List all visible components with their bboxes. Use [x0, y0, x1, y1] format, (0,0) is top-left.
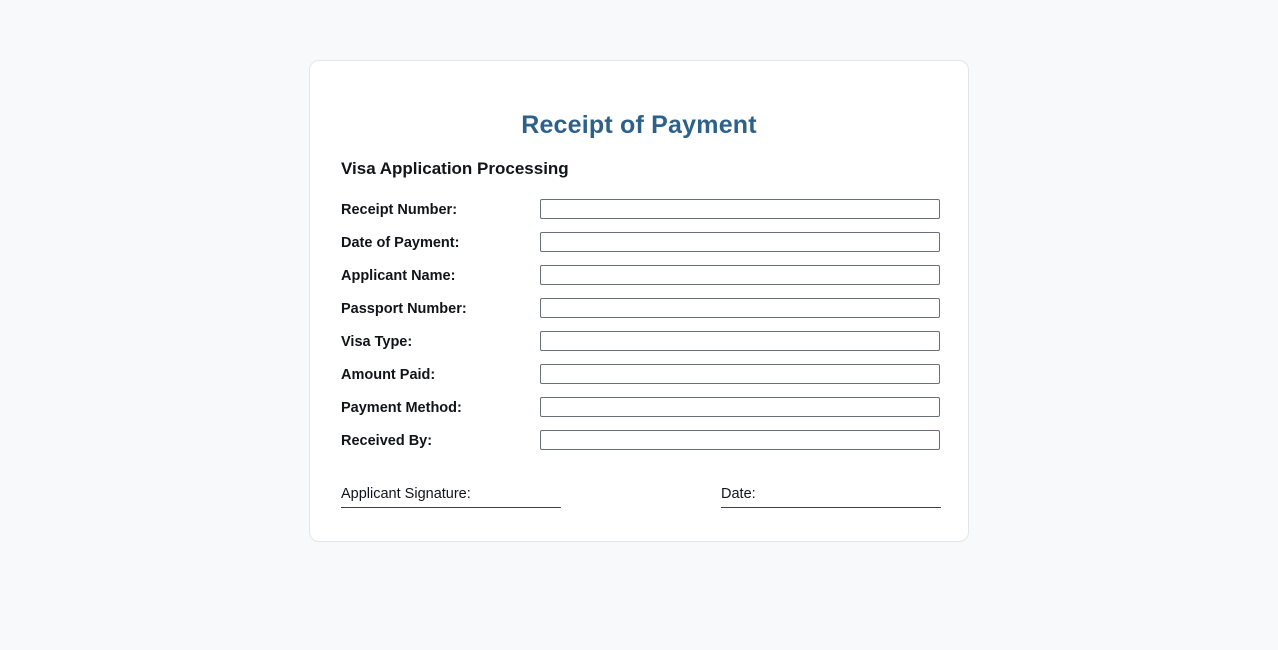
- received-by-input[interactable]: [540, 430, 940, 450]
- field-row: [341, 397, 941, 430]
- document-subtitle: Visa Application Processing: [341, 159, 569, 178]
- amount-paid-label: Amount Paid:: [341, 367, 436, 383]
- fields-list: [341, 199, 941, 463]
- payment-method-input[interactable]: [540, 397, 940, 417]
- date-of-payment-input[interactable]: [540, 232, 940, 252]
- field-row: [341, 430, 941, 463]
- passport-number-input[interactable]: [540, 298, 940, 318]
- field-row: [341, 199, 941, 232]
- payment-method-label: Payment Method:: [341, 400, 462, 416]
- field-row: [341, 232, 941, 265]
- field-row: [341, 265, 941, 298]
- visa-type-input[interactable]: [540, 331, 940, 351]
- applicant-signature-label: Applicant Signature:: [341, 486, 471, 502]
- signature-row: [341, 485, 941, 513]
- receipt-card: [309, 60, 969, 542]
- signature-date-line[interactable]: [721, 485, 941, 508]
- visa-type-label: Visa Type:: [341, 334, 413, 350]
- field-row: [341, 364, 941, 397]
- receipt-number-label: Receipt Number:: [341, 202, 458, 218]
- applicant-name-label: Applicant Name:: [341, 268, 456, 284]
- applicant-name-input[interactable]: [540, 265, 940, 285]
- amount-paid-input[interactable]: [540, 364, 940, 384]
- signature-date-label: Date:: [721, 486, 756, 502]
- field-row: [341, 331, 941, 364]
- receipt-number-input[interactable]: [540, 199, 940, 219]
- field-row: [341, 298, 941, 331]
- applicant-signature-line[interactable]: [341, 485, 561, 508]
- received-by-label: Received By:: [341, 433, 433, 449]
- page-title: Receipt of Payment: [521, 111, 757, 139]
- passport-number-label: Passport Number:: [341, 301, 467, 317]
- date-of-payment-label: Date of Payment:: [341, 235, 460, 251]
